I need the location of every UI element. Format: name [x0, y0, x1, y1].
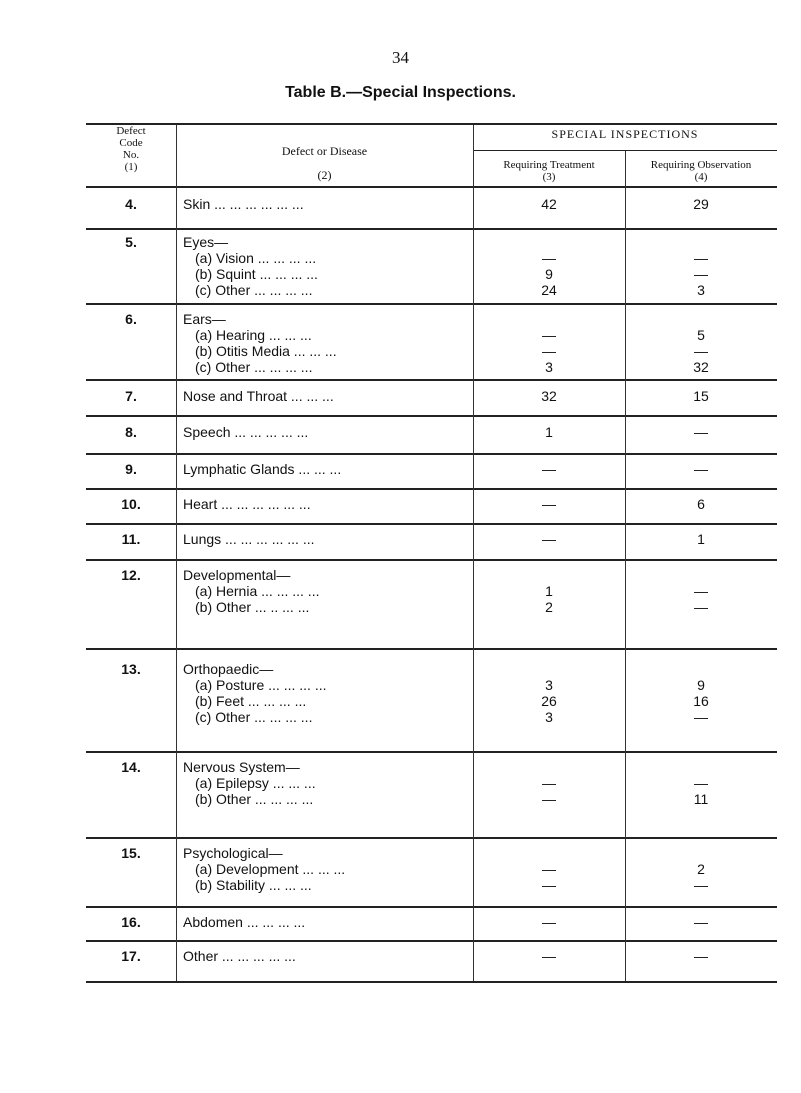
requiring-observation-cell [626, 948, 776, 964]
header-bottom-rule [86, 186, 777, 188]
observation-value: — [694, 599, 708, 615]
observation-value: — [694, 709, 708, 725]
row-rule [86, 751, 777, 753]
defect-line: Lymphatic Glands ... ... ... [183, 461, 342, 477]
requiring-observation-cell [626, 311, 776, 375]
observation-value: 15 [693, 388, 709, 404]
observation-value: 11 [693, 791, 709, 807]
observation-value: 32 [693, 359, 709, 375]
observation-value: — [694, 461, 708, 477]
requiring-observation-cell [626, 388, 776, 404]
observation-value: — [694, 948, 708, 964]
treatment-value: 3 [545, 677, 553, 693]
defect-disease [183, 845, 463, 893]
requiring-observation-cell [626, 424, 776, 440]
defect-line: Speech ... ... ... ... ... [183, 424, 309, 440]
defect-code: 10. [121, 496, 141, 512]
defect-code: 9. [125, 461, 137, 477]
category-heading: Eyes— [183, 234, 229, 250]
requiring-observation-cell [626, 496, 776, 512]
column-divider [625, 151, 626, 981]
defect-disease [183, 759, 463, 807]
defect-disease [183, 496, 463, 512]
defect-disease [183, 948, 463, 964]
category-heading: Nervous System— [183, 759, 300, 775]
defect-disease [183, 567, 463, 615]
defect-disease [183, 388, 463, 404]
treatment-value: — [542, 343, 556, 359]
treatment-value: — [542, 461, 556, 477]
requiring-observation-cell [626, 196, 776, 212]
category-heading: Developmental— [183, 567, 291, 583]
observation-value: 2 [697, 861, 705, 877]
defect-code: 15. [121, 845, 141, 861]
requiring-treatment-cell [474, 948, 624, 964]
defect-code: 16. [121, 914, 141, 930]
header-disease: Defect or Disease (2) [281, 144, 368, 182]
defect-line: Abdomen ... ... ... ... [183, 914, 306, 930]
defect-disease [183, 234, 463, 298]
requiring-treatment-cell [474, 914, 624, 930]
observation-value: — [694, 877, 708, 893]
treatment-value: — [542, 877, 556, 893]
row-rule [86, 228, 777, 230]
treatment-value: 3 [545, 359, 553, 375]
defect-disease [183, 531, 463, 547]
observation-value: 1 [697, 531, 705, 547]
treatment-value: — [542, 775, 556, 791]
table-title: Table B.—Special Inspections. [285, 84, 516, 101]
defect-code: 4. [125, 196, 137, 212]
defect-line: (a) Development ... ... ... [195, 861, 346, 877]
defect-line: (b) Stability ... ... ... [195, 877, 312, 893]
column-divider [176, 125, 177, 981]
requiring-treatment-cell [474, 311, 624, 375]
page-number: 34 [392, 48, 409, 67]
header-code: Defect Code No. (1) [116, 125, 146, 173]
treatment-value: 32 [541, 388, 557, 404]
treatment-value: 26 [541, 693, 557, 709]
header-treatment: Requiring Treatment (3) [503, 159, 595, 183]
defect-line: (c) Other ... ... ... ... [195, 359, 313, 375]
observation-value: 16 [693, 693, 709, 709]
requiring-treatment-cell [474, 461, 624, 477]
defect-code: 11. [121, 531, 141, 547]
row-rule [86, 940, 777, 942]
defect-line: (a) Hernia ... ... ... ... [195, 583, 320, 599]
defect-line: (a) Hearing ... ... ... [195, 327, 312, 343]
requiring-treatment-cell [474, 759, 624, 807]
treatment-value: — [542, 327, 556, 343]
defect-line: Skin ... ... ... ... ... ... [183, 196, 304, 212]
column-divider [473, 125, 474, 981]
defect-code: 6. [125, 311, 137, 327]
defect-line: (a) Epilepsy ... ... ... [195, 775, 316, 791]
treatment-value: — [542, 496, 556, 512]
observation-value: 9 [697, 677, 705, 693]
defect-disease [183, 196, 463, 212]
treatment-value: 1 [545, 424, 553, 440]
defect-line: (c) Other ... ... ... ... [195, 709, 313, 725]
treatment-value: 9 [545, 266, 553, 282]
treatment-value: 2 [545, 599, 553, 615]
defect-code: 8. [125, 424, 137, 440]
defect-line: (b) Squint ... ... ... ... [195, 266, 318, 282]
defect-disease [183, 311, 463, 375]
requiring-observation-cell [626, 234, 776, 298]
treatment-value: 3 [545, 709, 553, 725]
defect-line: (b) Feet ... ... ... ... [195, 693, 307, 709]
observation-value: 5 [697, 327, 705, 343]
requiring-treatment-cell [474, 567, 624, 615]
row-rule [86, 453, 777, 455]
row-rule [86, 906, 777, 908]
observation-value: — [694, 775, 708, 791]
defect-line: Lungs ... ... ... ... ... ... [183, 531, 315, 547]
requiring-observation-cell [626, 914, 776, 930]
header-special-inspections: SPECIAL INSPECTIONS [551, 127, 699, 141]
defect-line: Nose and Throat ... ... ... [183, 388, 334, 404]
defect-disease [183, 661, 463, 725]
row-rule [86, 488, 777, 490]
requiring-treatment-cell [474, 388, 624, 404]
requiring-observation-cell [626, 845, 776, 893]
requiring-observation-cell [626, 661, 776, 725]
treatment-value: — [542, 791, 556, 807]
requiring-treatment-cell [474, 424, 624, 440]
treatment-value: — [542, 914, 556, 930]
defect-line: (a) Vision ... ... ... ... [195, 250, 317, 266]
treatment-value: — [542, 948, 556, 964]
observation-value: 29 [693, 196, 709, 212]
requiring-treatment-cell [474, 496, 624, 512]
requiring-treatment-cell [474, 661, 624, 725]
observation-value: 3 [697, 282, 705, 298]
defect-code: 17. [121, 948, 141, 964]
requiring-treatment-cell [474, 196, 624, 212]
requiring-observation-cell [626, 531, 776, 547]
requiring-treatment-cell [474, 531, 624, 547]
treatment-value: 1 [545, 583, 553, 599]
defect-disease [183, 461, 463, 477]
defect-code: 5. [125, 234, 137, 250]
defect-code: 14. [121, 759, 141, 775]
row-rule [86, 559, 777, 561]
defect-line: (b) Otitis Media ... ... ... [195, 343, 337, 359]
header-observation: Requiring Observation (4) [650, 159, 752, 183]
treatment-value: — [542, 531, 556, 547]
treatment-value: 24 [541, 282, 557, 298]
category-heading: Orthopaedic— [183, 661, 274, 677]
treatment-value: 42 [541, 196, 557, 212]
requiring-observation-cell [626, 461, 776, 477]
requiring-observation-cell [626, 759, 776, 807]
category-heading: Psychological— [183, 845, 283, 861]
row-rule [86, 415, 777, 417]
row-rule [86, 837, 777, 839]
defect-line: (b) Other ... ... ... ... [195, 791, 314, 807]
observation-value: — [694, 583, 708, 599]
row-rule [86, 303, 777, 305]
treatment-value: — [542, 861, 556, 877]
defect-line: Heart ... ... ... ... ... ... [183, 496, 311, 512]
observation-value: — [694, 424, 708, 440]
defect-line: (a) Posture ... ... ... ... [195, 677, 327, 693]
row-rule [86, 648, 777, 650]
row-rule [86, 981, 777, 983]
observation-value: — [694, 250, 708, 266]
defect-disease [183, 914, 463, 930]
observation-value: — [694, 914, 708, 930]
defect-line: (b) Other ... .. ... ... [195, 599, 310, 615]
defect-code: 12. [121, 567, 141, 583]
requiring-treatment-cell [474, 234, 624, 298]
treatment-value: — [542, 250, 556, 266]
requiring-observation-cell [626, 567, 776, 615]
defect-line: (c) Other ... ... ... ... [195, 282, 313, 298]
defect-line: Other ... ... ... ... ... [183, 948, 296, 964]
observation-value: — [694, 266, 708, 282]
category-heading: Ears— [183, 311, 226, 327]
defect-disease [183, 424, 463, 440]
row-rule [86, 379, 777, 381]
table-top-rule [86, 123, 777, 125]
observation-value: — [694, 343, 708, 359]
row-rule [86, 523, 777, 525]
defect-code: 7. [125, 388, 137, 404]
defect-code: 13. [121, 661, 141, 677]
observation-value: 6 [697, 496, 705, 512]
requiring-treatment-cell [474, 845, 624, 893]
